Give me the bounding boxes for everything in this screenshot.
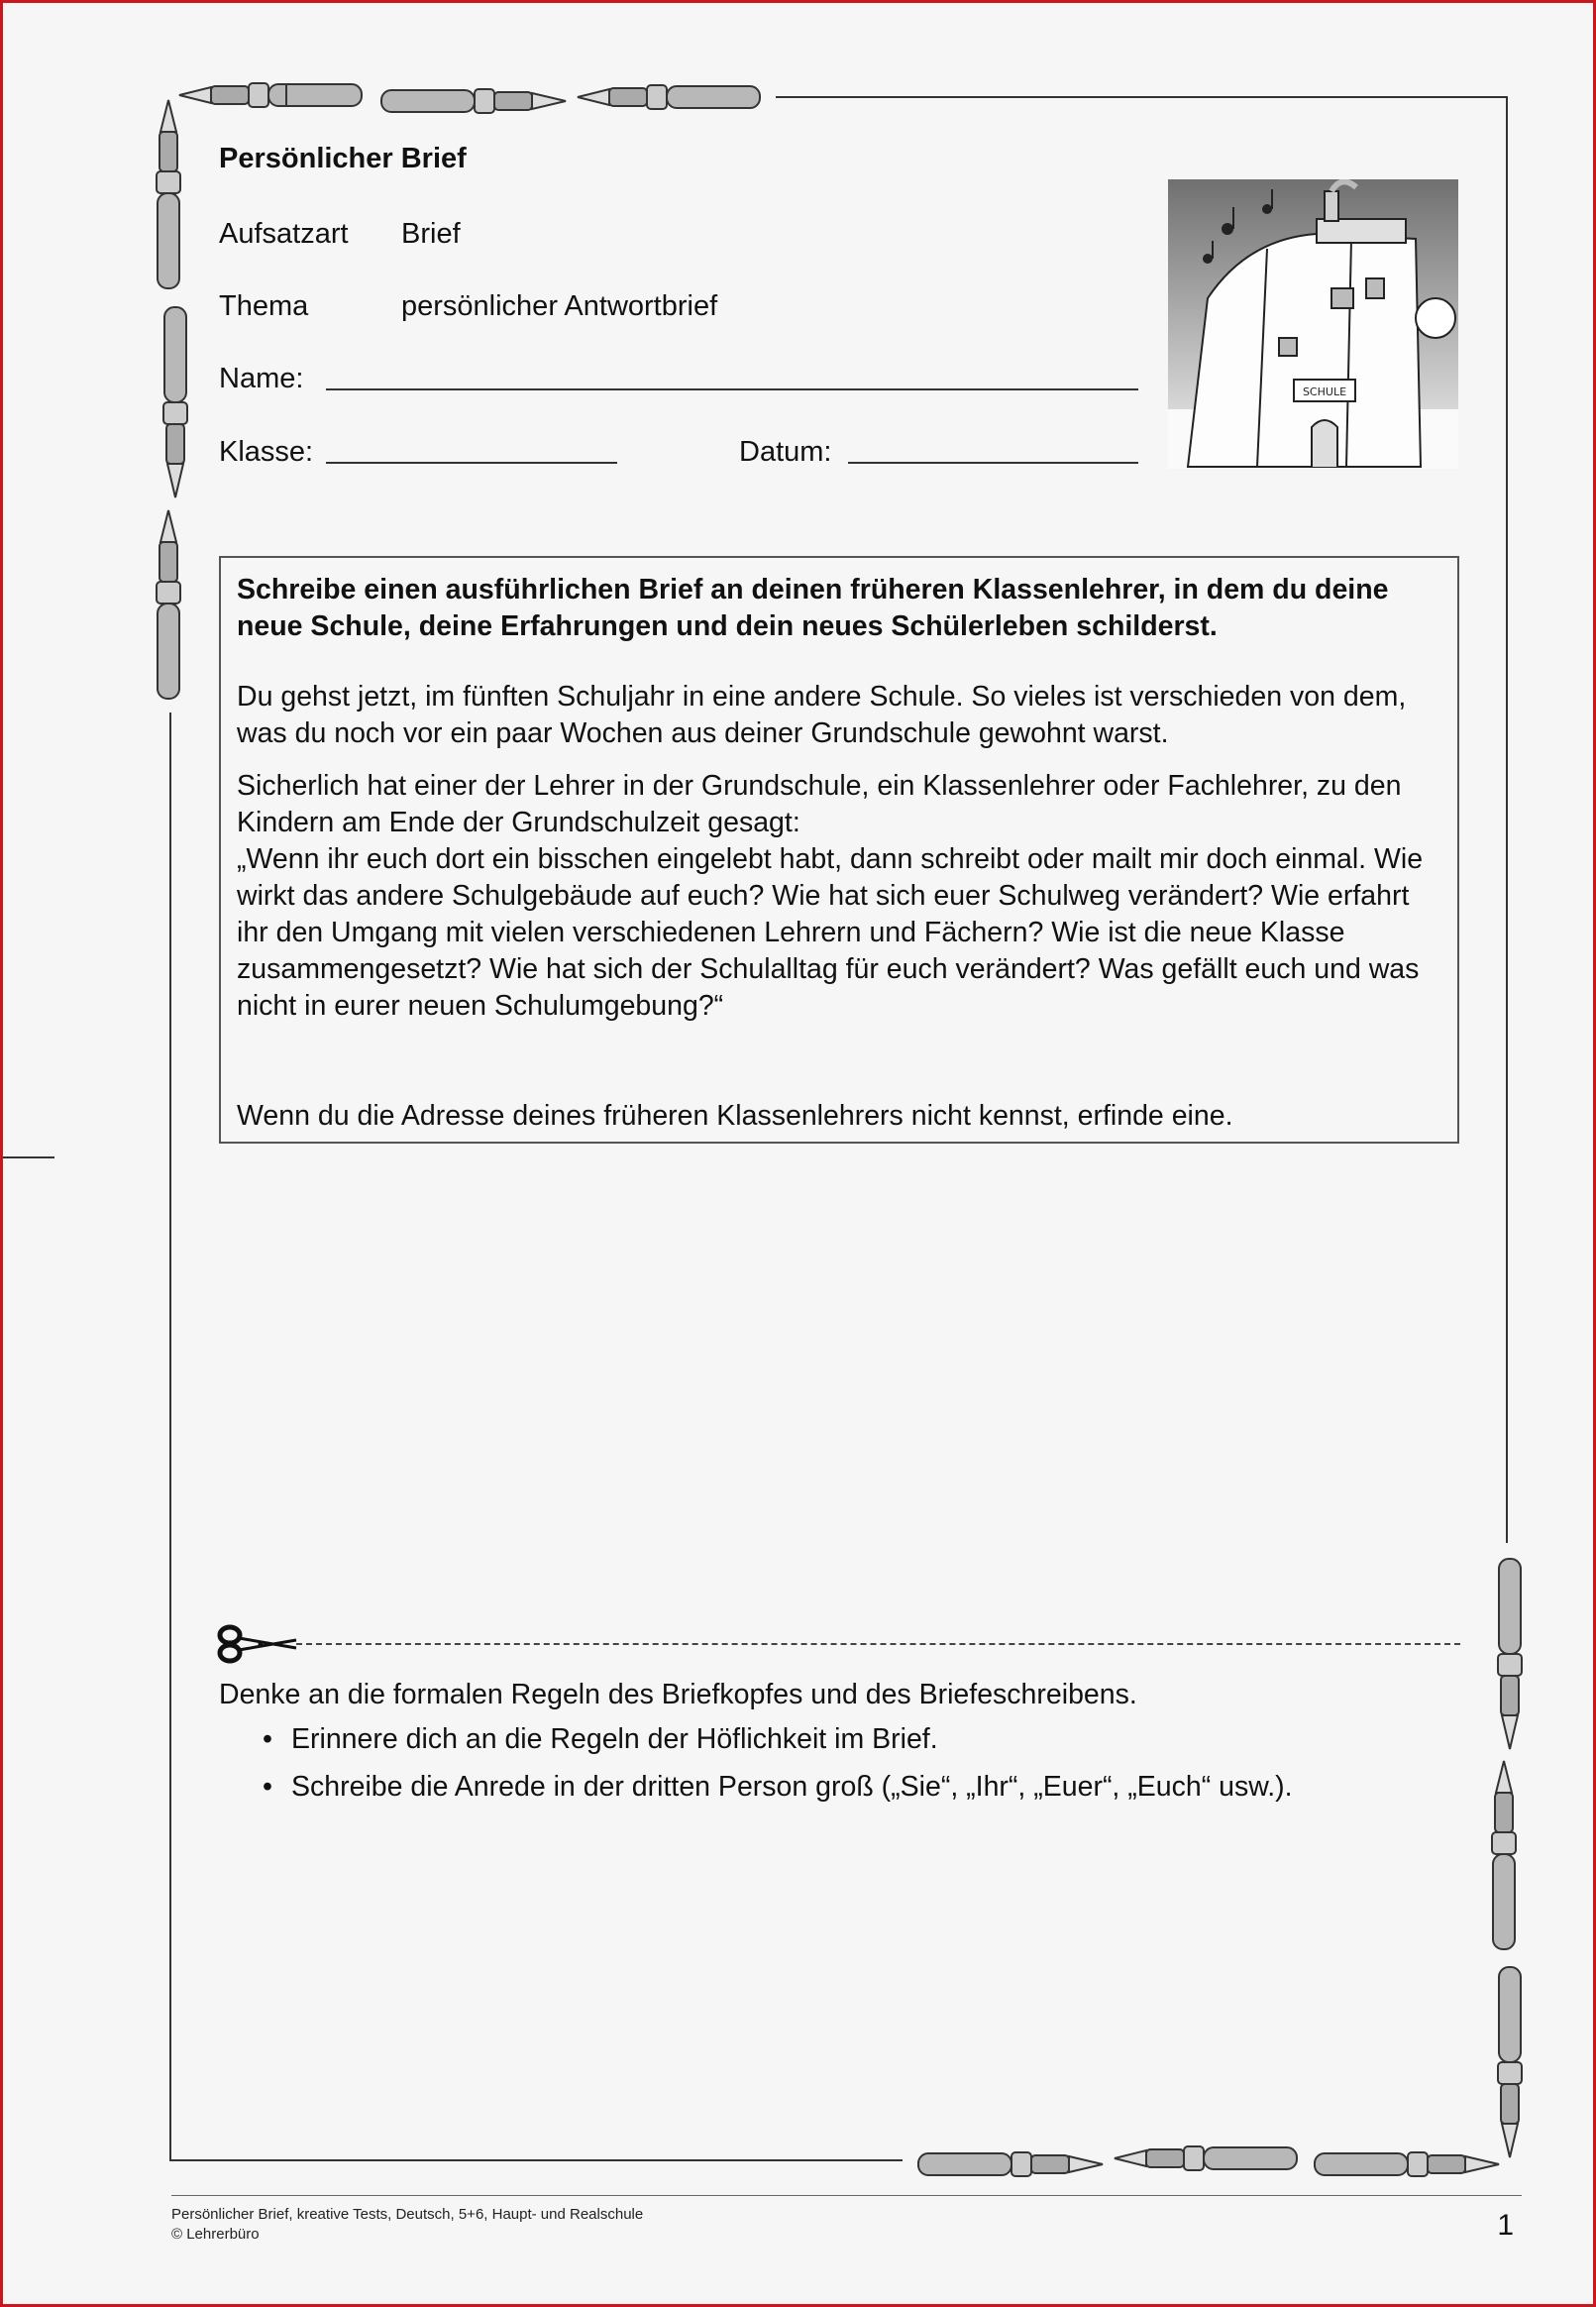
fountain-pen-icon (576, 78, 764, 116)
task-box (219, 556, 1459, 1144)
list-item: • Erinnere dich an die Regeln der Höflichkeit im Brief. (263, 1721, 1293, 1757)
worksheet-title: Persönlicher Brief (219, 143, 467, 174)
thema-value: persönlicher Antwortbrief (401, 290, 718, 322)
footer (171, 2205, 643, 2245)
fountain-pen-icon (157, 305, 194, 499)
frame-left-line (169, 713, 171, 2159)
klasse-label: Klasse: (219, 436, 314, 468)
task-paragraph-1: Du gehst jetzt, im fünften Schuljahr in eine andere Schule. So vieles ist verschieden von dem, was du noch vor ein paar Wochen aus deiner Grundschule gewohnt warst. (237, 681, 1407, 749)
school-illustration (1168, 179, 1458, 469)
fountain-pen-icon (1485, 1759, 1523, 1953)
klasse-field[interactable] (326, 462, 617, 464)
datum-label: Datum: (739, 436, 832, 468)
frame-top-line (776, 96, 1508, 98)
footer-source: Persönlicher Brief, kreative Tests, Deutsch, 5+6, Haupt- und Realschule (171, 2206, 644, 2223)
fountain-pen-icon (150, 508, 187, 703)
frame-bottom-line (169, 2159, 903, 2161)
fountain-pen-icon (1313, 2145, 1501, 2183)
frame-right-line (1506, 96, 1508, 1543)
fountain-pen-icon (379, 82, 568, 120)
footer-copyright: © Lehrerbüro (171, 2226, 260, 2243)
aufsatzart-label: Aufsatzart (219, 218, 349, 250)
fountain-pen-icon (916, 2145, 1105, 2183)
footer-rule (171, 2195, 1522, 2196)
task-quote: „Wenn ihr euch dort ein bisschen eingelebt habt, dann schreibt oder mailt mir doch einmal. Wie wirkt das andere Schulgebäude auf euch? Wie hat sich euer Schulweg verändert? Wie erfahrt ihr den Umgang mit vielen verschiedenen Lehrern und Fächern? Wie ist die neue Klasse zusammengesetzt? Wie hat sich der Schulalltag für euch verändert? Was gefällt euch und was nicht in eurer neuen Schulumgebung?“ (237, 843, 1424, 1022)
fountain-pen-icon (1491, 1965, 1529, 2159)
aufsatzart-value: Brief (401, 218, 461, 250)
fountain-pen-icon (1113, 2140, 1301, 2177)
name-label: Name: (219, 363, 304, 394)
scissors-icon (217, 1624, 298, 1664)
margin-tick (3, 1156, 54, 1158)
fountain-pen-icon (1491, 1557, 1529, 1751)
cut-line (296, 1643, 1460, 1645)
fountain-pen-icon (177, 76, 366, 114)
thema-label: Thema (219, 290, 309, 322)
datum-field[interactable] (848, 462, 1138, 464)
task-paragraph-3: Wenn du die Adresse deines früheren Klassenlehrers nicht kennst, erfinde eine. (237, 1100, 1233, 1132)
hint-list (263, 1721, 1293, 1816)
task-lead: Schreibe einen ausführlichen Brief an deinen früheren Klassenlehrer, in dem du deine neue Schule, deine Erfahrungen und dein neues Schülerleben schilderst. (237, 574, 1389, 642)
list-item: • Schreibe die Anrede in der dritten Person groß („Sie“, „Ihr“, „Euer“, „Euch“ usw.). (263, 1769, 1293, 1805)
page-number: 1 (1497, 2209, 1514, 2242)
school-sign-text: SCHULE (1302, 385, 1347, 398)
fountain-pen-icon (150, 98, 187, 292)
name-field[interactable] (326, 388, 1138, 390)
task-paragraph-2: Sicherlich hat einer der Lehrer in der Grundschule, ein Klassenlehrer oder Fachlehrer, zu den Kindern am Ende der Grundschulzeit gesagt: (237, 770, 1402, 838)
hint-intro: Denke an die formalen Regeln des Briefkopfes und des Briefeschreibens. (219, 1679, 1137, 1710)
